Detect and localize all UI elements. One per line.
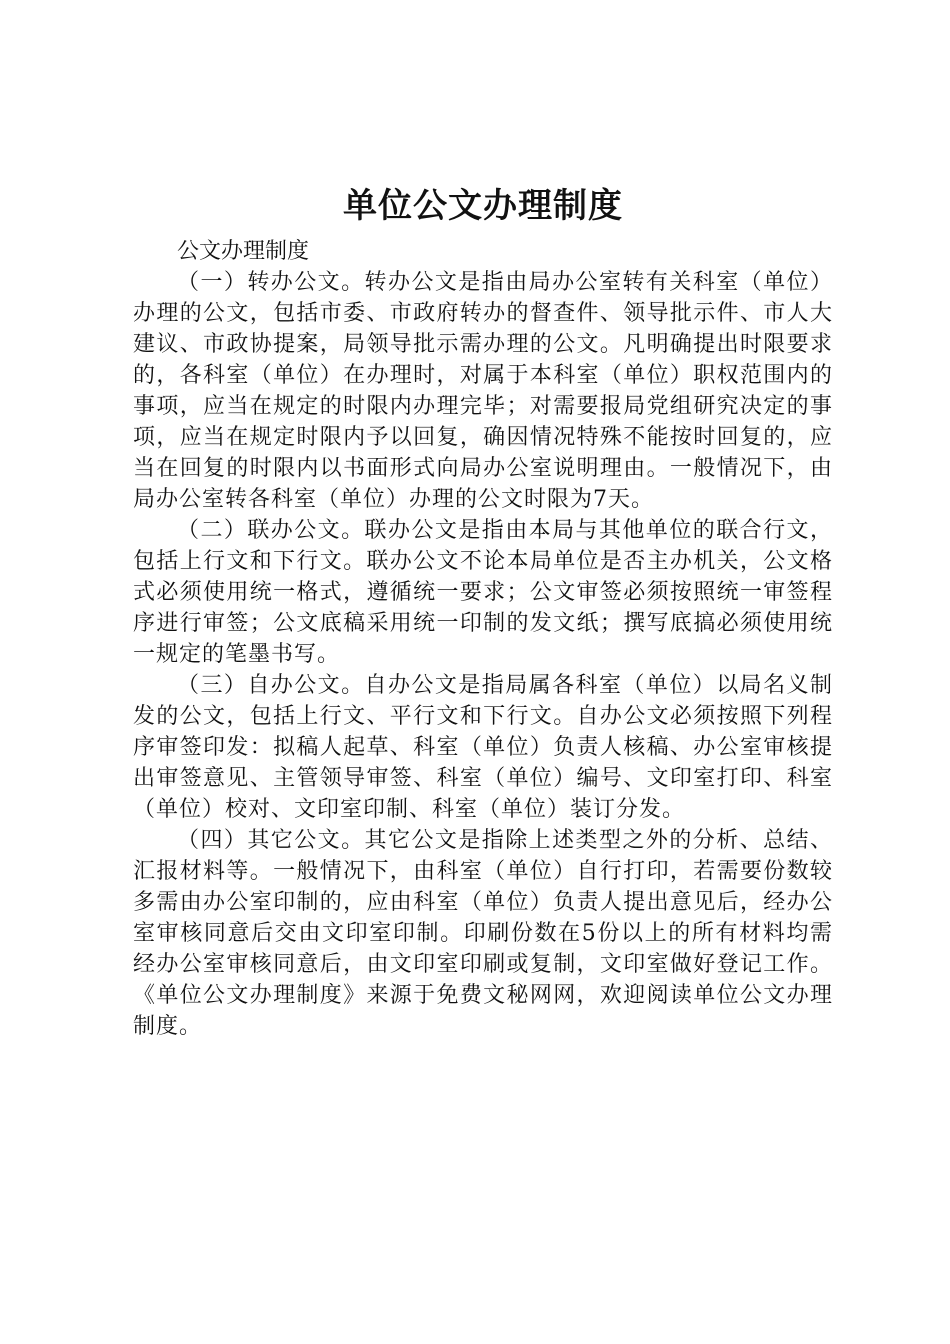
paragraph-2: （二）联办公文。联办公文是指由本局与其他单位的联合行文，包括上行文和下行文。联办公文不论本局单位是否主办机关，公文格式必须使用统一格式，遵循统一要求；公文审签必须按照统一审签程序进行审签；公文底稿采用统一印制的发文纸；撰写底搞必须使用统一规定的笔墨书写。 [133,518,833,667]
paragraph-3: （三）自办公文。自办公文是指局属各科室（单位）以局名义制发的公文，包括上行文、平行文和下行文。自办公文必须按照下列程序审签印发：拟稿人起草、科室（单位）负责人核稿、办公室审核提出审签意见、主管领导审签、科室（单位）编号、文印室打印、科室（单位）校对、文印室印制、科室（单位）装订分发。 [133,673,833,822]
document-subtitle: 公文办理制度 [177,239,310,264]
document-body [133,180,833,1042]
paragraph-1: （一）转办公文。转办公文是指由局办公室转有关科室（单位）办理的公文，包括市委、市政府转办的督查件、领导批示件、市人大建议、市政协提案，局领导批示需办理的公文。凡明确提出时限要求的，各科室（单位）在办理时，对属于本科室（单位）职权范围内的事项，应当在规定的时限内办理完毕；对需要报局党组研究决定的事项，应当在规定时限内予以回复，确因情况特殊不能按时回复的，应当在回复的时限内以书面形式向局办公室说明理由。一般情况下，由局办公室转各科室（单位）办理的公文时限为7天。 [133,270,833,512]
document-title: 单位公文办理制度 [343,186,623,226]
paragraph-4: （四）其它公文。其它公文是指除上述类型之外的分析、总结、汇报材料等。一般情况下，由科室（单位）自行打印，若需要份数较多需由办公室印制的，应由科室（单位）负责人提出意见后，经办公室审核同意后交由文印室印制。印刷份数在5份以上的所有材料均需经办公室审核同意后，由文印室印刷或复制，文印室做好登记工作。《单位公文办理制度》来源于免费文秘网网，欢迎阅读单位公文办理制度。 [133,828,833,1039]
